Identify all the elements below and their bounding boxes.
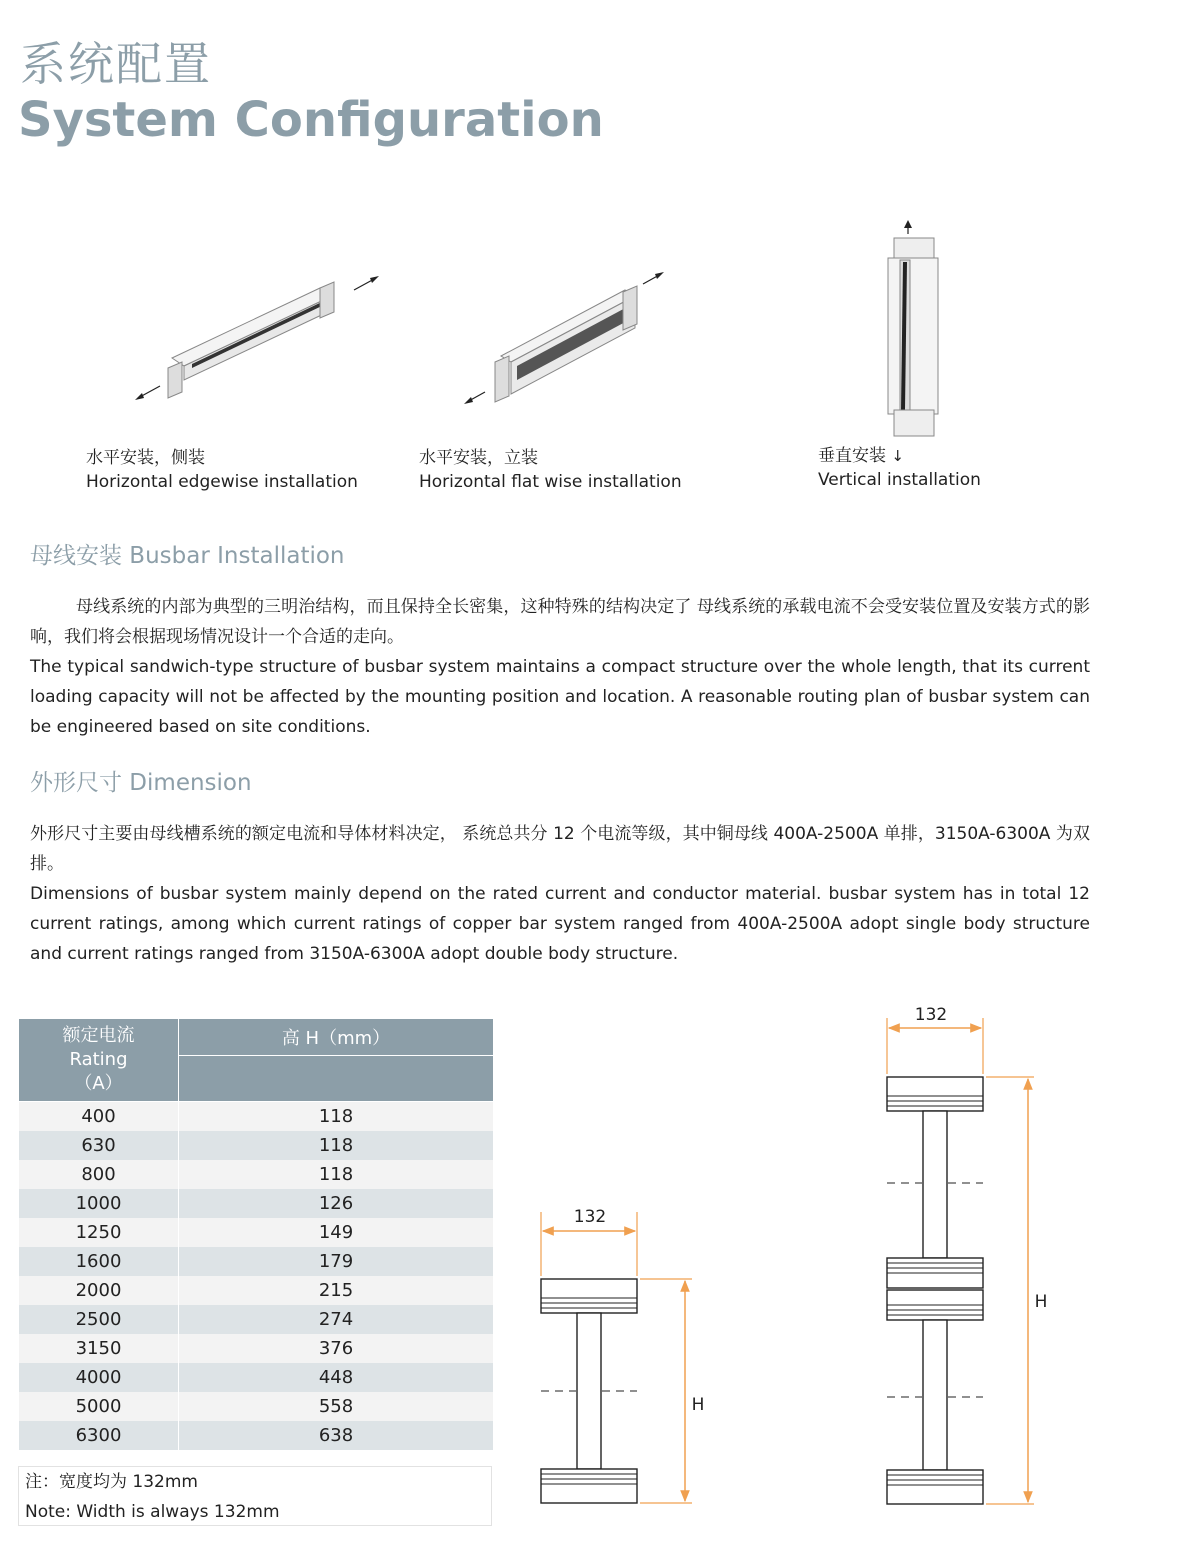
page-title-en: System Configuration xyxy=(18,92,604,148)
edgewise-busbar-illustration xyxy=(120,260,400,420)
rating-cell: 3150 xyxy=(19,1334,179,1363)
paragraph-en: Dimensions of busbar system mainly depend on the rated current and conductor material. busbar system has in total 12 current ratings, among which current ratings of copper bar system ranged from 400A-2500A adopt single body structure and current ratings ranged from 3150A-6300A adopt double body structure. xyxy=(30,884,1090,964)
height-label: H xyxy=(691,1395,705,1415)
double-body-cross-section xyxy=(866,996,1066,1516)
note-cn: 注：宽度均为 132mm xyxy=(25,1472,198,1492)
table-row xyxy=(19,1102,494,1132)
header-en: Rating xyxy=(69,1049,128,1070)
table-note xyxy=(18,1466,492,1526)
section-heading-dimension: 外形尺寸 Dimension xyxy=(30,770,252,796)
table-row xyxy=(19,1305,494,1334)
caption-cn: 水平安装，立装 xyxy=(419,448,538,468)
page-title-cn: 系统配置 xyxy=(20,37,212,91)
table-row xyxy=(19,1363,494,1392)
rating-cell: 400 xyxy=(19,1102,179,1132)
width-label: 132 xyxy=(573,1207,607,1227)
height-cell: 149 xyxy=(179,1218,494,1247)
dimension-body xyxy=(30,819,1090,969)
caption-cn: 水平安装，侧装 xyxy=(86,448,205,468)
caption-en: Horizontal flat wise installation xyxy=(419,472,682,492)
section-heading-busbar-installation: 母线安装 Busbar Installation xyxy=(30,543,345,569)
rating-cell: 2500 xyxy=(19,1305,179,1334)
rating-cell: 1000 xyxy=(19,1189,179,1218)
paragraph-cn: 母线系统的内部为典型的三明治结构，而且保持全长密集，这种特殊的结构决定了 母线系统的承载电流不会受安装位置及安装方式的影响，我们将会根据现场情况设计一个合适的走向。 xyxy=(30,597,1090,647)
vertical-busbar-illustration xyxy=(876,206,946,466)
busbar-installation-body xyxy=(30,592,1090,742)
table-row xyxy=(19,1276,494,1305)
height-cell: 118 xyxy=(179,1102,494,1132)
height-cell: 118 xyxy=(179,1131,494,1160)
table-row xyxy=(19,1334,494,1363)
caption-cn: 垂直安装 ↓ xyxy=(818,446,904,466)
caption-en: Horizontal edgewise installation xyxy=(86,472,358,492)
height-label: H xyxy=(1034,1292,1048,1312)
header-unit: （A） xyxy=(74,1073,123,1094)
rating-cell: 1600 xyxy=(19,1247,179,1276)
table-row xyxy=(19,1392,494,1421)
height-column-header: 高 H（mm） xyxy=(179,1019,494,1056)
flatwise-busbar-illustration xyxy=(455,262,675,412)
width-label: 132 xyxy=(914,1005,948,1025)
height-column-subheader xyxy=(179,1056,494,1102)
rating-height-table xyxy=(18,1018,494,1450)
caption-edgewise xyxy=(86,446,358,494)
table-row xyxy=(19,1160,494,1189)
height-cell: 274 xyxy=(179,1305,494,1334)
table-row xyxy=(19,1247,494,1276)
rating-cell: 1250 xyxy=(19,1218,179,1247)
height-cell: 558 xyxy=(179,1392,494,1421)
height-cell: 126 xyxy=(179,1189,494,1218)
single-body-cross-section xyxy=(520,1196,720,1516)
arrow-down-icon: ↓ xyxy=(891,447,904,465)
caption-vertical xyxy=(818,444,981,492)
rating-cell: 800 xyxy=(19,1160,179,1189)
height-cell: 179 xyxy=(179,1247,494,1276)
height-cell: 638 xyxy=(179,1421,494,1450)
height-cell: 448 xyxy=(179,1363,494,1392)
table-row xyxy=(19,1421,494,1450)
height-cell: 376 xyxy=(179,1334,494,1363)
caption-flatwise xyxy=(419,446,682,494)
height-cell: 215 xyxy=(179,1276,494,1305)
header-cn: 额定电流 xyxy=(62,1025,135,1046)
height-cell: 118 xyxy=(179,1160,494,1189)
rating-cell: 5000 xyxy=(19,1392,179,1421)
rating-cell: 630 xyxy=(19,1131,179,1160)
caption-en: Vertical installation xyxy=(818,470,981,490)
paragraph-en: The typical sandwich-type structure of busbar system maintains a compact structure over the whole length, that its current loading capacity will not be affected by the mounting position and location. A reasonable routing plan of busbar system can be engineered based on site conditions. xyxy=(30,657,1090,737)
table-row xyxy=(19,1218,494,1247)
paragraph-cn: 外形尺寸主要由母线槽系统的额定电流和导体材料决定， 系统总共分 12 个电流等级，其中铜母线 400A-2500A 单排，3150A-6300A 为双排。 xyxy=(30,824,1090,874)
note-en: Note: Width is always 132mm xyxy=(25,1502,280,1522)
rating-cell: 2000 xyxy=(19,1276,179,1305)
table-row xyxy=(19,1131,494,1160)
table-row xyxy=(19,1189,494,1218)
rating-cell: 6300 xyxy=(19,1421,179,1450)
rating-column-header xyxy=(19,1019,179,1102)
rating-cell: 4000 xyxy=(19,1363,179,1392)
